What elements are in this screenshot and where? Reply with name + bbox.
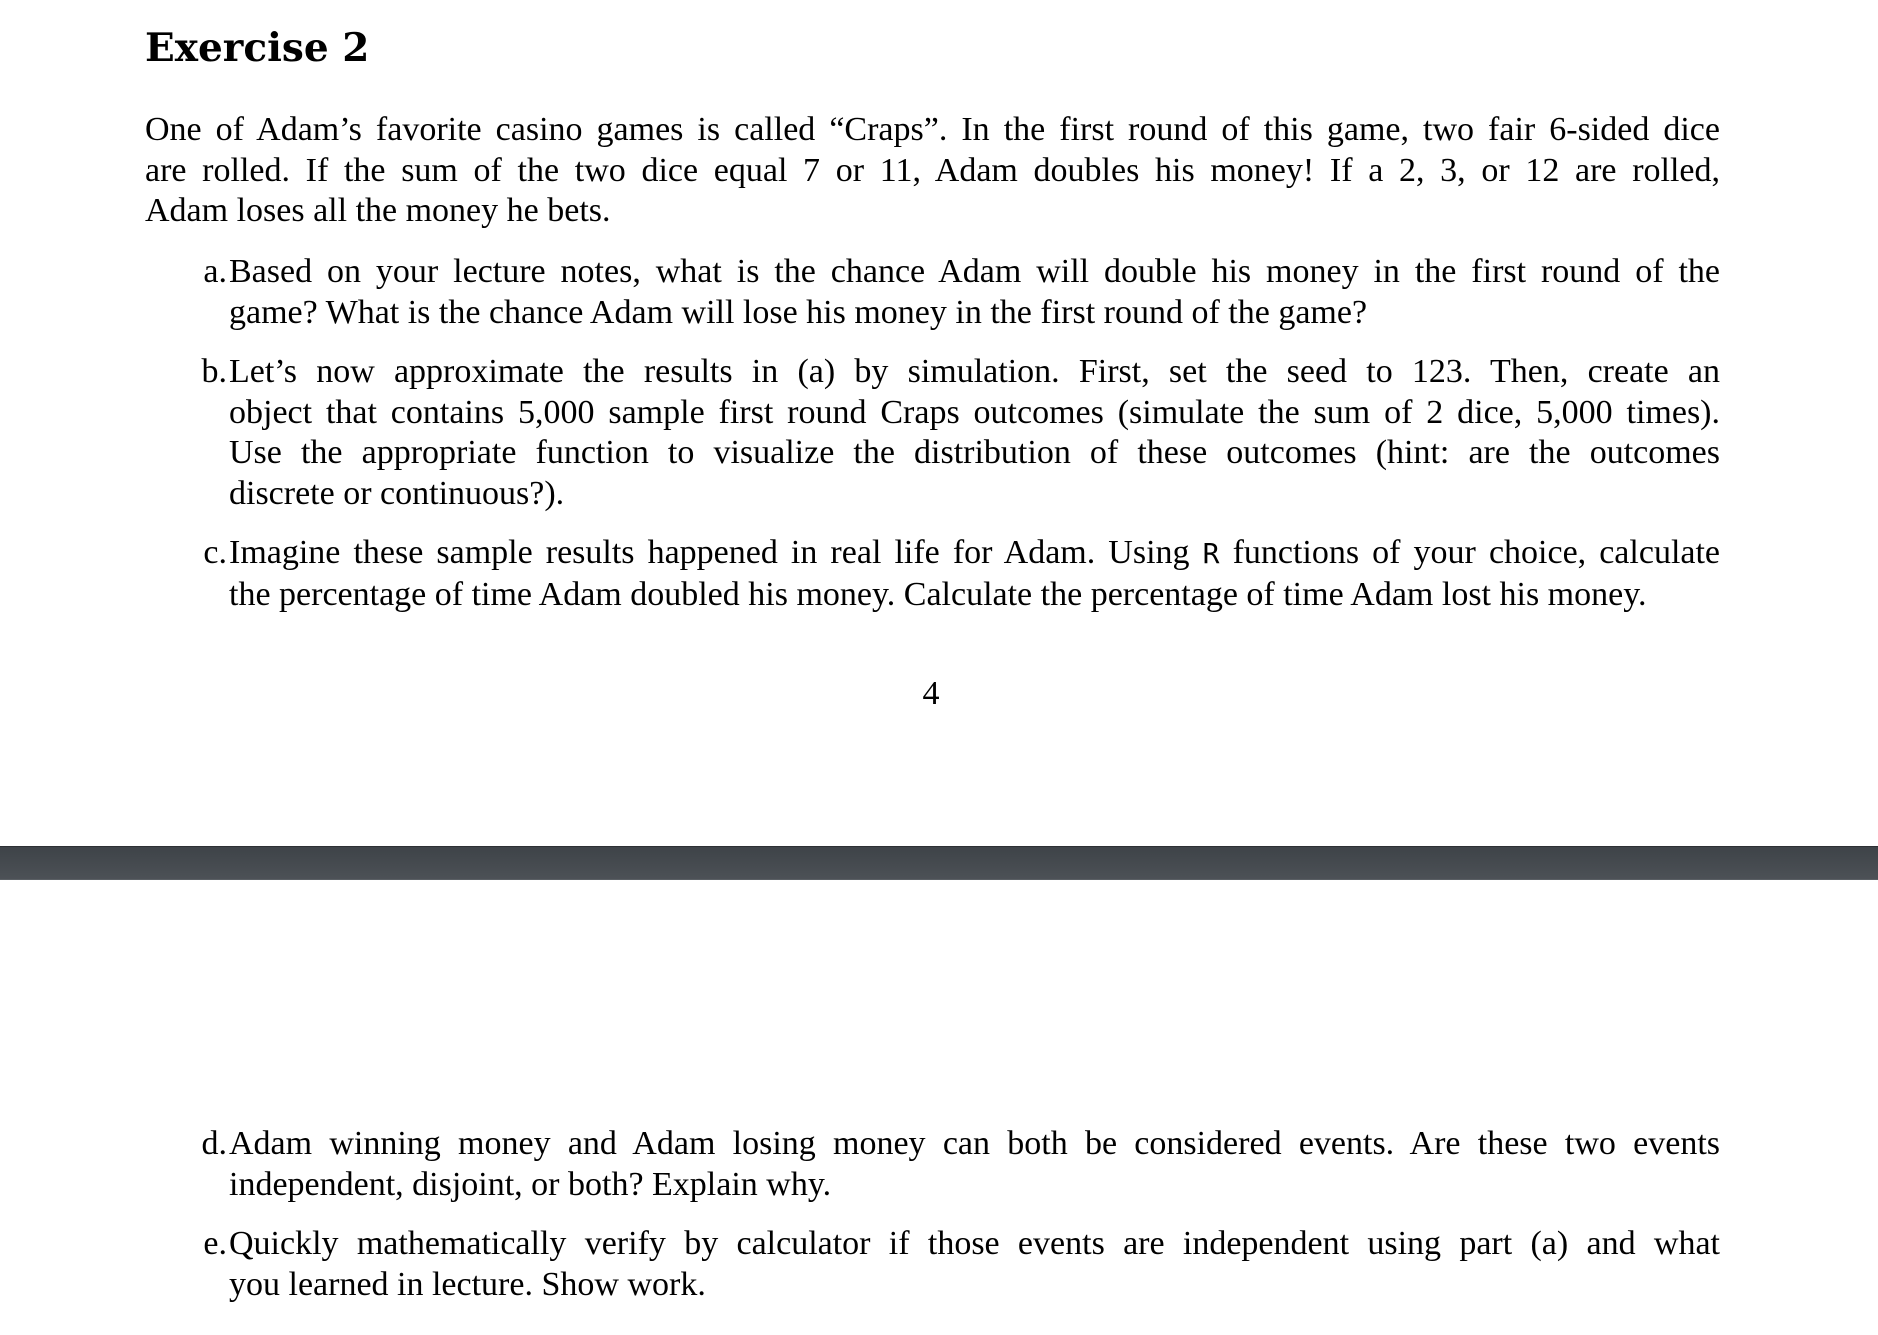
question-c	[145, 533, 1720, 615]
question-line: independent, disjoint, or both? Explain why.	[229, 1165, 832, 1203]
question-line: Quickly mathematically verify by calculator if those events are independent using part (a) and what	[229, 1225, 1720, 1262]
intro-line: Adam loses all the money he bets.	[145, 192, 611, 229]
exercise-heading: Exercise 2	[145, 25, 370, 71]
page-number: 4	[922, 675, 940, 712]
question-marker: d.	[201, 1125, 227, 1162]
question-line: discrete or continuous?).	[229, 474, 565, 512]
question-marker: a.	[203, 253, 227, 290]
question-line: Let’s now approximate the results in (a) by simulation. First, set the seed to 123. Then, create an	[229, 353, 1720, 390]
question-line-part: Imagine these sample results happened in real life for Adam. Using	[229, 534, 1190, 571]
question-text	[229, 1124, 1720, 1205]
question-marker: c.	[203, 534, 227, 571]
question-text	[229, 352, 1720, 514]
question-marker: b.	[201, 353, 227, 390]
page-separator	[0, 846, 1878, 880]
r-code-term: R	[1202, 537, 1220, 570]
question-text	[229, 533, 1720, 615]
intro-line: One of Adam’s favorite casino games is called “Craps”. In the first round of this game, two fair 6-sided dice	[145, 111, 1720, 148]
question-line-part: functions of your choice, calculate	[1232, 534, 1721, 571]
question-a	[145, 252, 1720, 333]
question-line: you learned in lecture. Show work.	[229, 1265, 706, 1303]
question-line: Use the appropriate function to visualize the distribution of these outcomes (hint: are the outcomes	[229, 434, 1720, 471]
question-text	[229, 1224, 1720, 1305]
question-line: object that contains 5,000 sample first round Craps outcomes (simulate the sum of 2 dice, 5,000 times).	[229, 393, 1720, 431]
question-line: the percentage of time Adam doubled his money. Calculate the percentage of time Adam lost his money.	[229, 575, 1647, 613]
question-e	[145, 1224, 1720, 1305]
question-line: Adam winning money and Adam losing money can both be considered events. Are these two events	[229, 1125, 1720, 1162]
intro-paragraph	[145, 110, 1720, 232]
question-marker: e.	[203, 1225, 227, 1262]
question-line	[229, 533, 1720, 575]
question-b	[145, 352, 1720, 514]
question-line: Based on your lecture notes, what is the chance Adam will double his money in the first round of the	[229, 253, 1720, 290]
question-d	[145, 1124, 1720, 1205]
question-text	[229, 252, 1720, 333]
intro-line: are rolled. If the sum of the two dice equal 7 or 11, Adam doubles his money! If a 2, 3, or 12 are rolled,	[145, 151, 1720, 189]
question-line: game? What is the chance Adam will lose his money in the first round of the game?	[229, 293, 1368, 331]
